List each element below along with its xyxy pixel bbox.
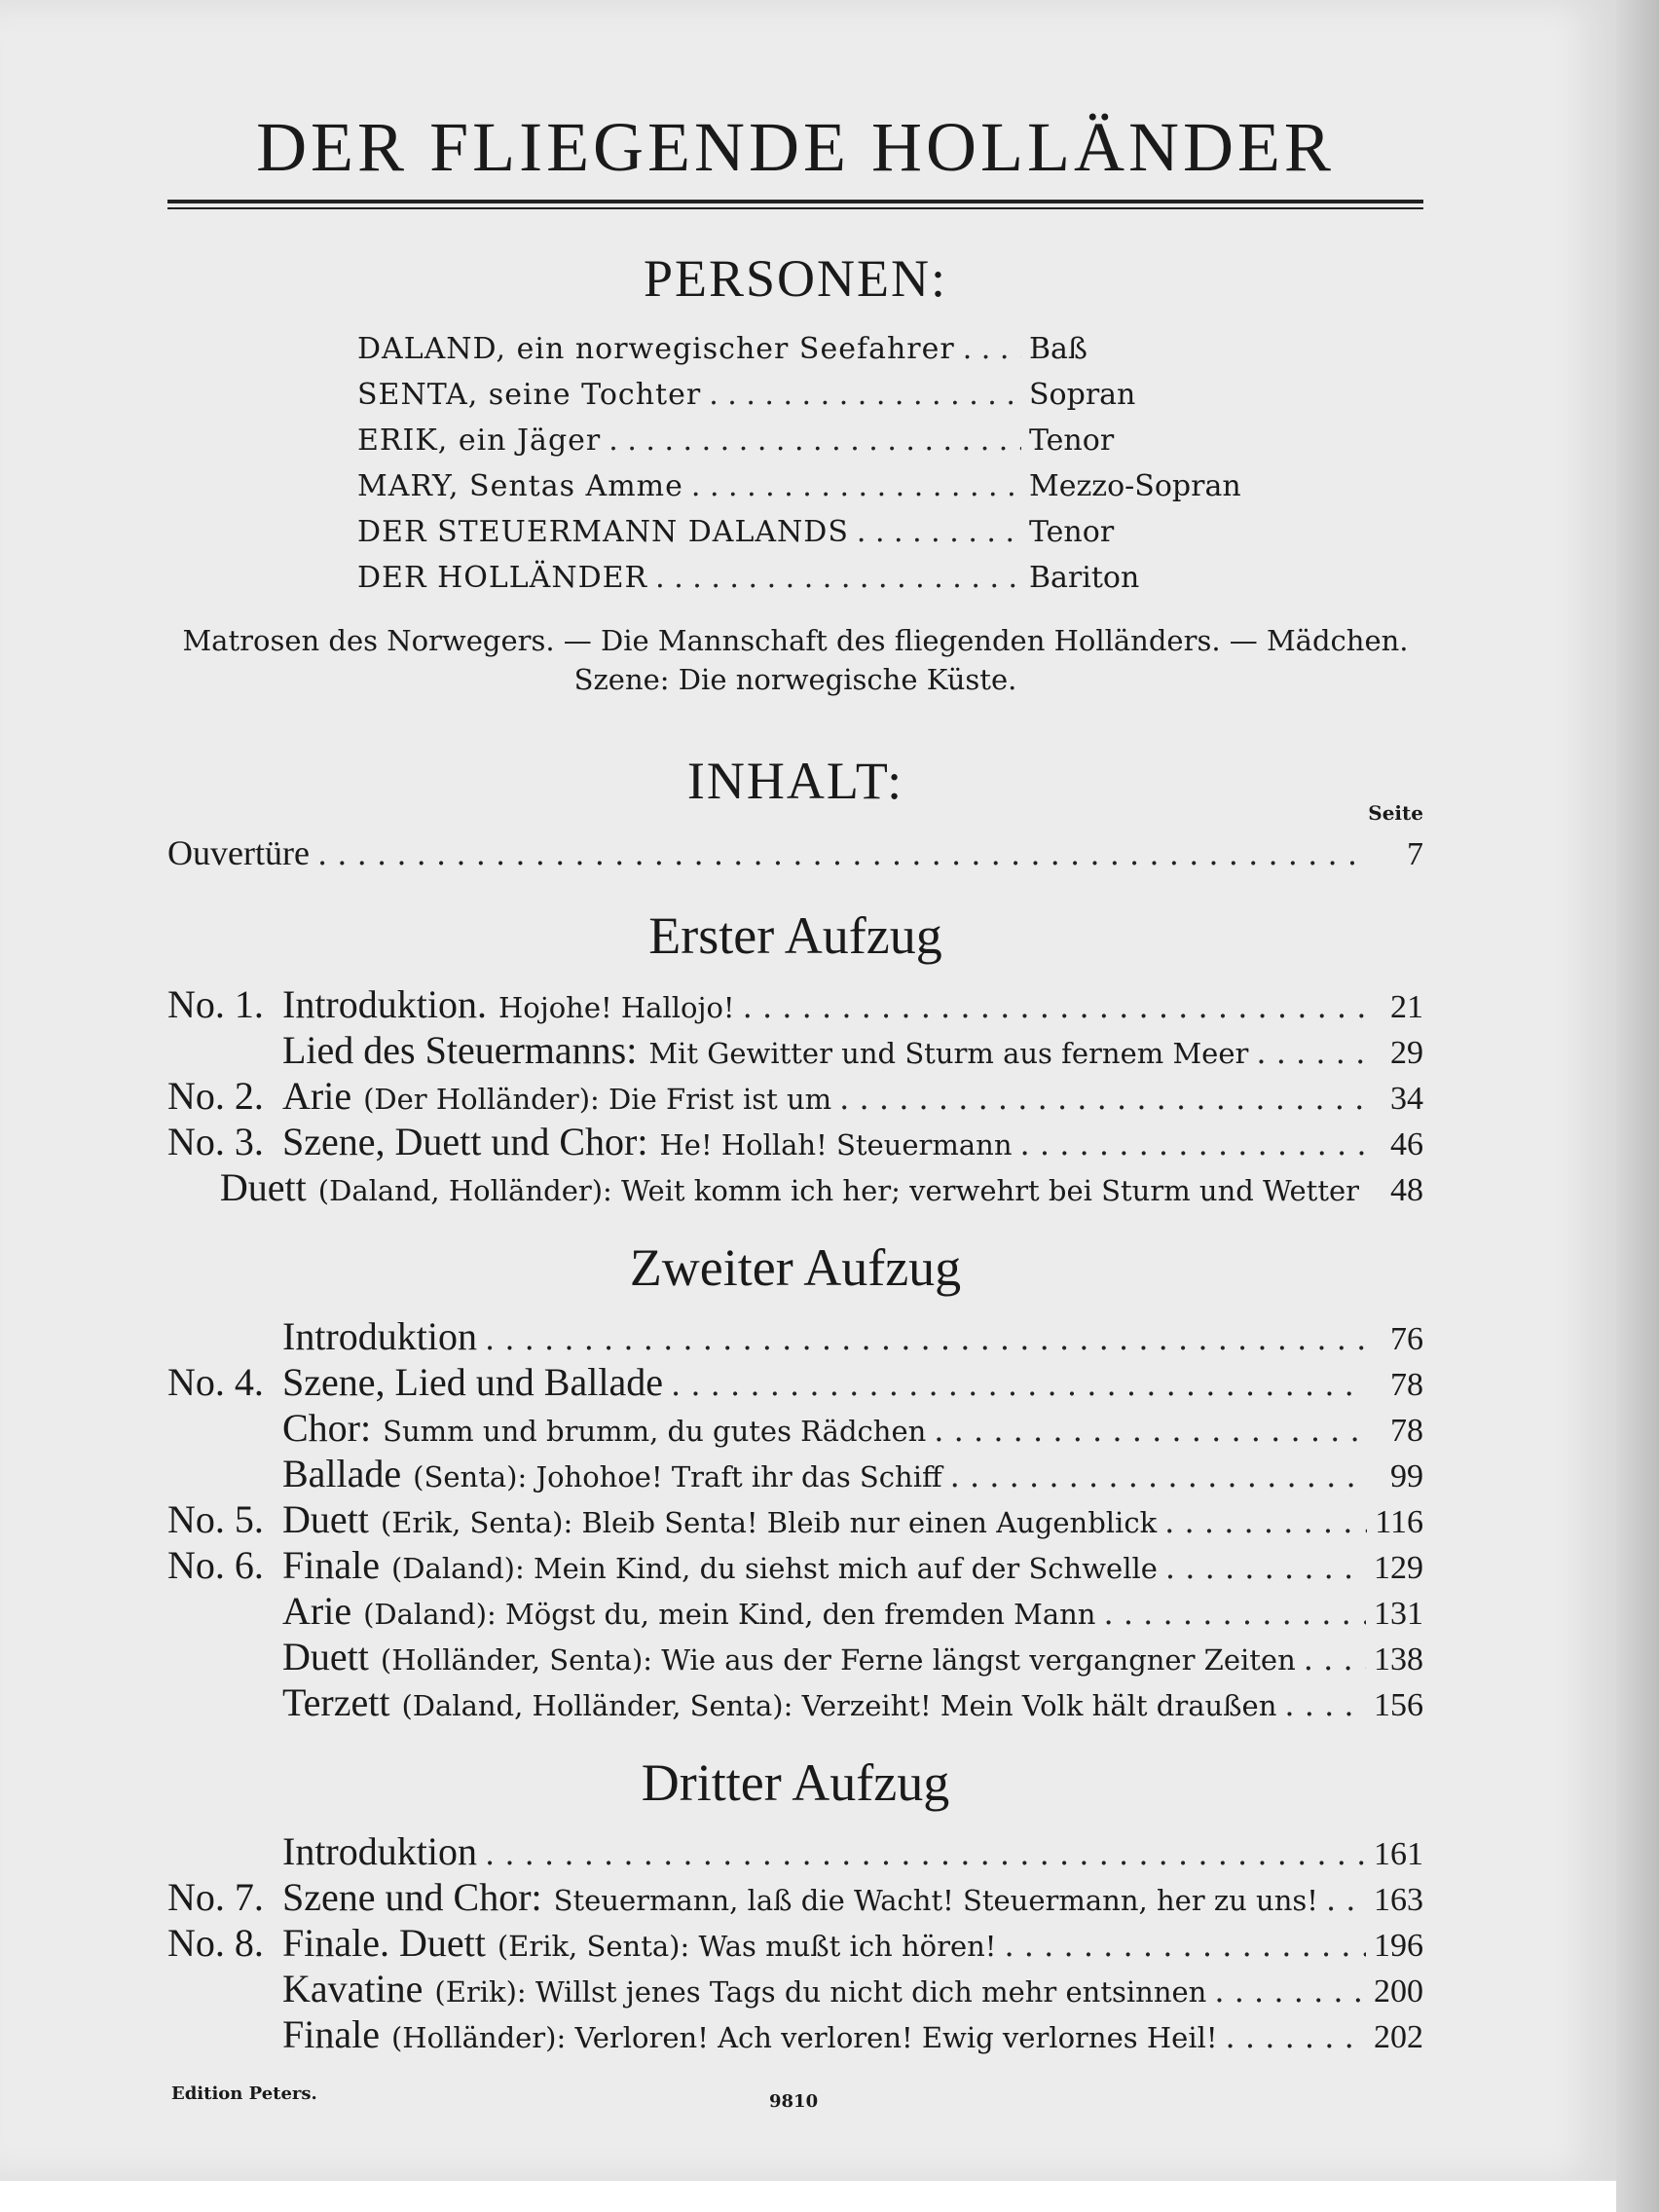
entry-page: 161: [1374, 1836, 1423, 1872]
entry-page: 48: [1390, 1172, 1423, 1208]
entry-description: Summ und brumm, du gutes Rädchen: [383, 1415, 927, 1448]
entry-title: Lied des Steuermanns:: [282, 1028, 638, 1072]
entry-title: Chor:: [282, 1406, 372, 1450]
cast-row: [357, 469, 1241, 515]
entry-page: 21: [1390, 989, 1423, 1025]
toc-entry: [167, 2011, 1423, 2057]
leader-dots: [934, 1412, 1367, 1449]
table-of-contents: [167, 905, 1423, 2057]
plate-number: 9810: [769, 2091, 819, 2112]
toc-entry: [167, 1966, 1423, 2011]
toc-entry: [167, 1405, 1423, 1451]
entry-title: Arie: [282, 1074, 352, 1118]
entry-description: (Der Holländer): Die Frist ist um: [363, 1083, 832, 1116]
toc-entry: [167, 1542, 1423, 1588]
page-column-label: Seite: [1368, 801, 1423, 825]
role-name: ERIK, ein Jäger: [357, 424, 602, 458]
cast-row: [357, 424, 1234, 469]
toc-entry: [167, 981, 1423, 1027]
entry-page: 163: [1374, 1882, 1423, 1918]
overture-row: [167, 832, 1423, 878]
entry-number: No. 3.: [167, 1120, 264, 1163]
cast-list: [357, 332, 1241, 607]
entry-title: Arie: [282, 1589, 352, 1633]
leader-dots: [1304, 1641, 1366, 1677]
toc-entry: [167, 1634, 1423, 1679]
entry-description: (Daland, Holländer, Senta): Verzeiht! Mein Volk hält draußen: [401, 1689, 1277, 1722]
entry-page: 76: [1390, 1321, 1423, 1357]
leader-dots: [1214, 1972, 1366, 2009]
toc-entry: [167, 1679, 1423, 1725]
entry-description: (Daland): Mein Kind, du siehst mich auf der Schwelle: [390, 1552, 1158, 1585]
leader-dots: [671, 1366, 1367, 1403]
voice-type: Tenor: [1029, 515, 1115, 549]
act-title: Dritter Aufzug: [641, 1753, 950, 1812]
entry-title: Szene, Lied und Ballade: [282, 1360, 663, 1404]
entry-title: Kavatine: [282, 1967, 424, 2010]
entry-title: Ballade: [282, 1452, 402, 1495]
toc-entry: [167, 1359, 1423, 1405]
entry-title: Szene, Duett und Chor:: [282, 1120, 648, 1163]
leader-dots: [1284, 1686, 1366, 1723]
entry-page: 116: [1375, 1504, 1423, 1540]
entry-number: No. 5.: [167, 1497, 264, 1541]
leader-dots: [1226, 2018, 1366, 2055]
entry-page: 202: [1374, 2019, 1423, 2055]
entry-description: Mit Gewitter und Sturm aus fernem Meer: [648, 1037, 1249, 1070]
entry-title: Duett: [282, 1635, 369, 1678]
toc-entry: [167, 1874, 1423, 1920]
entry-page: 200: [1374, 1973, 1423, 2009]
entry-page: 196: [1374, 1928, 1423, 1964]
entry-title: Duett: [282, 1497, 369, 1541]
entry-title: Duett: [219, 1165, 307, 1209]
entry-number: No. 6.: [167, 1543, 264, 1587]
entry-description: (Senta): Johohoe! Traft ihr das Schiff: [413, 1460, 942, 1493]
cast-row: [357, 332, 1234, 378]
scene-line: Szene: Die norwegische Küste.: [573, 663, 1017, 696]
inhalt-header: [167, 751, 1423, 825]
publisher-imprint: Edition Peters.: [171, 2083, 317, 2104]
entry-description: (Holländer): Verloren! Ach verloren! Ewig verlornes Heil!: [390, 2021, 1218, 2054]
entry-description: Steuermann, laß die Wacht! Steuermann, her zu uns!: [553, 1884, 1318, 1917]
inhalt-heading: INHALT:: [686, 752, 904, 810]
page-title: DER FLIEGENDE HOLLÄNDER: [256, 108, 1335, 186]
leader-dots: [608, 424, 1021, 458]
entry-page: 78: [1390, 1367, 1423, 1403]
entry-title: Finale: [282, 1543, 380, 1587]
cast-row: [357, 378, 1234, 424]
entry-description: (Erik, Senta): Bleib Senta! Bleib nur einen Augenblick: [380, 1506, 1158, 1539]
leader-dots: [857, 515, 1021, 549]
role-name: DER HOLLÄNDER: [357, 561, 648, 595]
book-spine-shadow: [1616, 0, 1659, 2212]
toc-entry: [167, 1496, 1423, 1542]
entry-description: (Holländer, Senta): Wie aus der Ferne längst vergangner Zeiten: [380, 1643, 1296, 1677]
toc-entry: [167, 1164, 1423, 1210]
entry-page: 129: [1374, 1550, 1423, 1586]
toc-entry: [167, 1027, 1423, 1073]
entry-number: No. 7.: [167, 1875, 264, 1919]
leader-dots: [691, 469, 1021, 503]
voice-type: Bariton: [1029, 561, 1140, 595]
personen-heading: PERSONEN:: [643, 249, 948, 308]
role-name: DER STEUERMANN DALANDS: [357, 515, 849, 549]
leader-dots: [743, 988, 1367, 1025]
entry-description: (Erik): Willst jenes Tags du nicht dich mehr entsinnen: [434, 1975, 1207, 2009]
role-name: SENTA, seine Tochter: [357, 378, 702, 412]
entry-title: Terzett: [282, 1680, 390, 1724]
entry-title: Finale. Duett: [282, 1921, 486, 1965]
entry-description: Hojohe! Hallojo!: [498, 991, 735, 1024]
entry-number: No. 4.: [167, 1360, 264, 1404]
entry-page: 99: [1390, 1458, 1423, 1494]
leader-dots: [485, 1320, 1367, 1357]
toc-entry: [167, 1828, 1423, 1874]
entry-description: (Daland): Mögst du, mein Kind, den fremden Mann: [363, 1598, 1096, 1631]
page-content: [167, 107, 1423, 2057]
cast-row: [357, 515, 1234, 561]
toc-entry: [167, 1313, 1423, 1359]
entry-number: No. 8.: [167, 1921, 264, 1965]
leader-dots: [950, 1457, 1367, 1494]
leader-dots: [963, 332, 1021, 366]
entry-description: (Daland, Holländer): Weit komm ich her; verwehrt bei Sturm und Wetter: [317, 1174, 1359, 1207]
act-title: Erster Aufzug: [648, 906, 942, 965]
leader-dots: [1165, 1549, 1366, 1586]
leader-dots: [1326, 1881, 1366, 1918]
leader-dots: [1020, 1125, 1368, 1162]
leader-dots: [839, 1080, 1367, 1117]
role-name: DALAND, ein norwegischer Seefahrer: [357, 332, 955, 366]
entry-number: No. 1.: [167, 982, 264, 1026]
leader-dots: [1103, 1595, 1366, 1632]
entry-page: 131: [1374, 1596, 1423, 1632]
chorus-line: Matrosen des Norwegers. — Die Mannschaft des fliegenden Holländers. — Mädchen.: [182, 624, 1409, 657]
leader-dots: [709, 378, 1021, 412]
entry-number: No. 2.: [167, 1074, 264, 1118]
entry-description: (Erik, Senta): Was mußt ich hören!: [497, 1930, 997, 1963]
entry-page: 78: [1390, 1413, 1423, 1449]
toc-entry: [167, 1588, 1423, 1634]
voice-type: Tenor: [1029, 424, 1115, 458]
entry-title: Finale: [282, 2012, 380, 2056]
voice-type: Baß: [1029, 332, 1088, 366]
voice-type: Sopran: [1029, 378, 1136, 412]
overture-title: Ouvertüre: [167, 833, 310, 872]
leader-dots: [1004, 1927, 1366, 1964]
entry-page: 46: [1390, 1126, 1423, 1162]
entry-title: Szene und Chor:: [282, 1875, 542, 1919]
toc-entry: [167, 1451, 1423, 1496]
title-double-rule: [167, 200, 1423, 209]
act-title: Zweiter Aufzug: [629, 1238, 962, 1297]
leader-dots: [1164, 1503, 1367, 1540]
entry-title: Introduktion: [282, 1314, 477, 1358]
leader-dots: [655, 561, 1021, 595]
toc-entry: [167, 1073, 1423, 1119]
leader-dots: [1256, 1034, 1367, 1071]
entry-page: 34: [1390, 1081, 1423, 1117]
entry-page: 138: [1374, 1641, 1423, 1677]
entry-description: He! Hollah! Steuermann: [659, 1128, 1013, 1161]
leader-dots: [317, 835, 1367, 872]
overture-page: 7: [1407, 836, 1423, 872]
leader-dots: [485, 1835, 1366, 1872]
role-name: MARY, Sentas Amme: [357, 469, 683, 503]
voice-type: Mezzo-Sopran: [1029, 469, 1241, 503]
entry-page: 156: [1374, 1687, 1423, 1723]
entry-title: Introduktion: [282, 1829, 477, 1873]
toc-entry: [167, 1119, 1423, 1164]
entry-page: 29: [1390, 1035, 1423, 1071]
entry-title: Introduktion.: [282, 982, 487, 1026]
cast-row: [357, 561, 1234, 607]
toc-entry: [167, 1920, 1423, 1966]
